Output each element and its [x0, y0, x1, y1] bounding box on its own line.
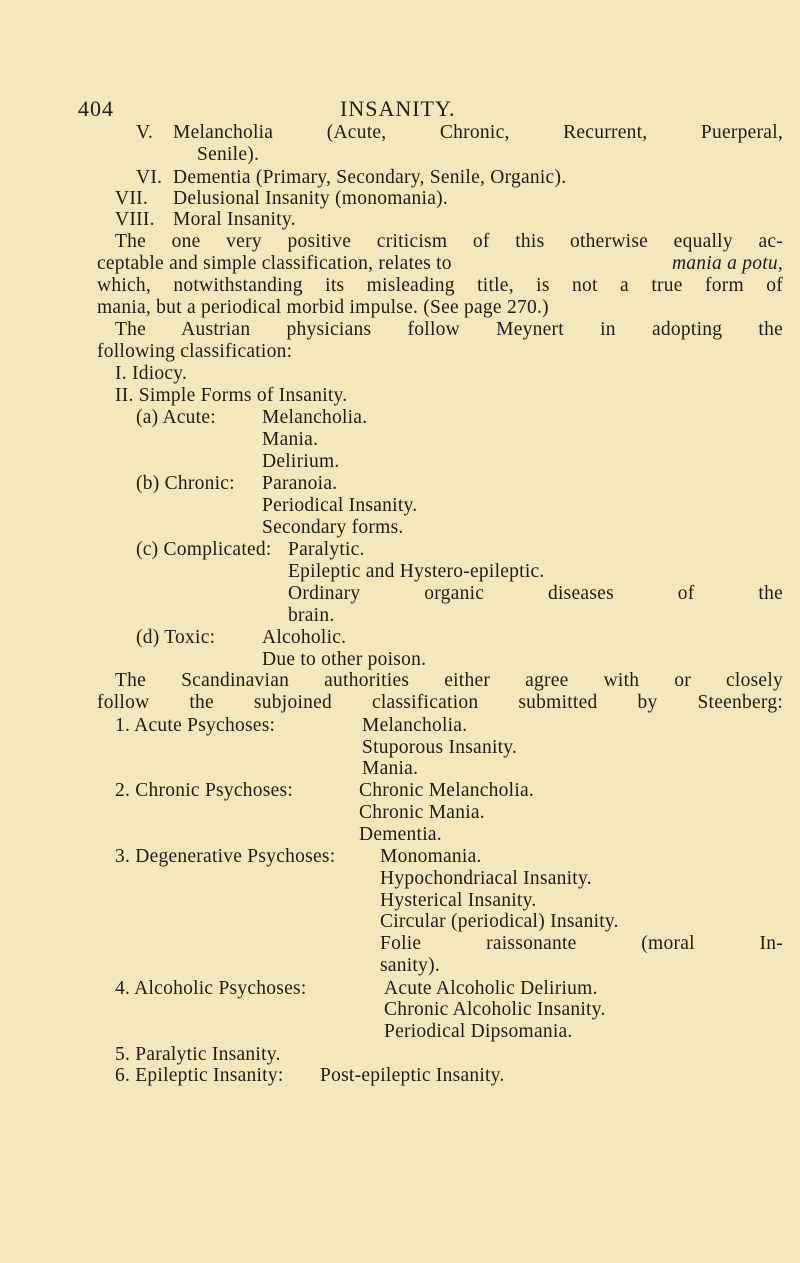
list-number: VII.	[115, 188, 148, 209]
paragraph-line: follow the subjoined classification submitted by Steenberg:	[97, 692, 783, 713]
list-item: Dementia (Primary, Secondary, Senile, Organic).	[173, 167, 567, 188]
subclass-label: (b) Chronic:	[136, 473, 235, 494]
paragraph-line: The one very positive criticism of this otherwise equally ac-	[115, 231, 783, 252]
group-item: Circular (periodical) Insanity.	[380, 911, 619, 932]
paragraph-line: which, notwithstanding its misleading title, is not a true form of	[97, 275, 783, 296]
list-item-continued: Senile).	[197, 144, 260, 165]
subclass-item: Delirium.	[262, 451, 340, 472]
page-number: 404	[78, 96, 114, 121]
class-item: I. Idiocy.	[115, 363, 188, 384]
paragraph-line: mania, but a periodical morbid impulse. (See page 270.)	[97, 297, 549, 318]
list-item: Moral Insanity.	[173, 209, 296, 230]
group-item: Hysterical Insanity.	[380, 890, 537, 911]
class-item: II. Simple Forms of Insanity.	[115, 385, 348, 406]
paragraph-line	[97, 253, 783, 275]
subclass-item: Due to other poison.	[262, 649, 427, 670]
list-number: VIII.	[115, 209, 155, 230]
subclass-item: Melancholia.	[262, 407, 368, 428]
group-label: 5. Paralytic Insanity.	[115, 1044, 281, 1065]
list-number: VI.	[136, 167, 163, 188]
list-number: V.	[136, 122, 153, 143]
subclass-item: Paralytic.	[288, 539, 365, 560]
subclass-item: Secondary forms.	[262, 517, 404, 538]
group-item: Stuporous Insanity.	[362, 737, 518, 758]
group-item: sanity).	[380, 955, 440, 976]
subclass-item: Ordinary organic diseases of the	[288, 583, 783, 604]
group-label: 2. Chronic Psychoses:	[115, 780, 294, 801]
subclass-label: (d) Toxic:	[136, 627, 216, 648]
group-item: Dementia.	[359, 824, 442, 845]
subclass-item: brain.	[288, 605, 335, 626]
italic-term: mania a potu,	[671, 253, 783, 274]
group-label: 6. Epileptic Insanity:	[115, 1065, 284, 1086]
list-item: Melancholia (Acute, Chronic, Recurrent, Puerperal,	[173, 122, 783, 143]
subclass-item: Alcoholic.	[262, 627, 347, 648]
group-label: 1. Acute Psychoses:	[115, 715, 276, 736]
text: ceptable and simple classification, relates to	[97, 253, 452, 274]
subclass-label: (c) Complicated:	[136, 539, 272, 560]
running-title: INSANITY.	[340, 96, 456, 121]
subclass-item: Mania.	[262, 429, 319, 450]
group-item: Hypochondriacal Insanity.	[380, 868, 592, 889]
list-item: Delusional Insanity (monomania).	[173, 188, 448, 209]
group-item: Periodical Dipsomania.	[384, 1021, 573, 1042]
group-item: Acute Alcoholic Delirium.	[384, 978, 598, 999]
subclass-item: Paranoia.	[262, 473, 338, 494]
group-label: 4. Alcoholic Psychoses:	[115, 978, 307, 999]
group-item: Folie raissonante (moral In-	[380, 933, 783, 954]
subclass-label: (a) Acute:	[136, 407, 216, 428]
group-label: 3. Degenerative Psychoses:	[115, 846, 336, 867]
group-item: Mania.	[362, 758, 419, 779]
group-item: Chronic Mania.	[359, 802, 485, 823]
group-item: Melancholia.	[362, 715, 468, 736]
group-item: Monomania.	[380, 846, 482, 867]
paragraph-line: following classification:	[97, 341, 293, 362]
paragraph-line: The Scandinavian authorities either agree with or closely	[115, 670, 783, 691]
group-item: Post-epileptic Insanity.	[320, 1065, 505, 1086]
subclass-item: Epileptic and Hystero-epileptic.	[288, 561, 545, 582]
group-item: Chronic Melancholia.	[359, 780, 535, 801]
paragraph-line: The Austrian physicians follow Meynert in adopting the	[115, 319, 783, 340]
subclass-item: Periodical Insanity.	[262, 495, 418, 516]
group-item: Chronic Alcoholic Insanity.	[384, 999, 606, 1020]
